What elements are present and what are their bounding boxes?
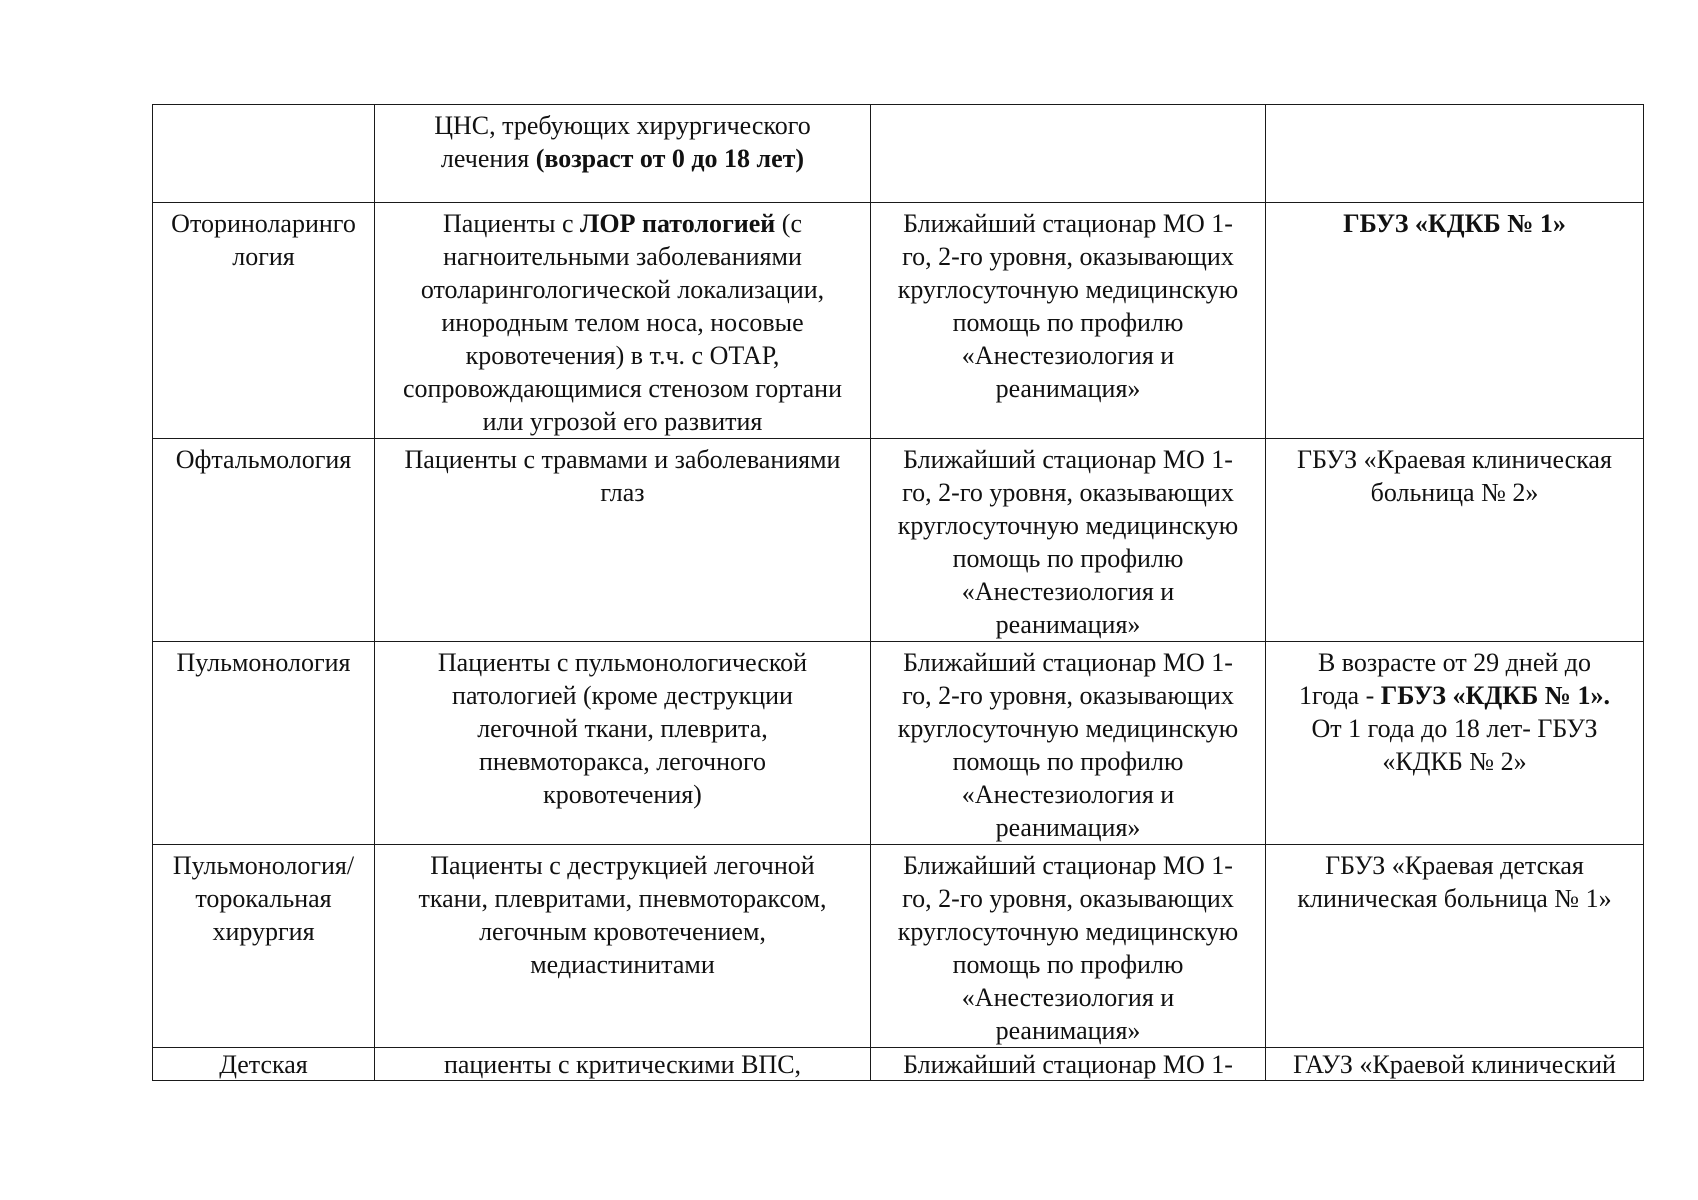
first-stage-line: Ближайший стационар МО 1-	[903, 648, 1233, 677]
specialty-cell	[153, 1048, 375, 1081]
patients-age-bold: (возраст от 0 до 18 лет)	[535, 144, 805, 173]
patients-line: Пациенты с пульмонологической	[437, 648, 808, 677]
first-stage-line: реанимация»	[995, 374, 1141, 403]
patients-cell	[375, 1048, 871, 1081]
patients-line: легочным кровотечением,	[479, 917, 766, 946]
patients-line: пневмоторакса, легочного	[478, 747, 767, 776]
patients-line: легочной ткани, плеврита,	[477, 714, 768, 743]
second-stage-cell	[1266, 1048, 1644, 1081]
second-stage-line: ГБУЗ «Краевая детская	[1325, 851, 1584, 880]
first-stage-line: круглосуточную медицинскую	[897, 275, 1239, 304]
second-stage-line: ГАУЗ «Краевой клинический	[1293, 1050, 1616, 1079]
specialty-cell	[153, 105, 375, 203]
second-stage-line: ГБУЗ «КДКБ № 1»	[1343, 209, 1566, 238]
second-stage-text: 1года -	[1299, 681, 1381, 710]
first-stage-cell	[871, 845, 1266, 1048]
first-stage-cell	[871, 105, 1266, 203]
specialty-line: хирургия	[212, 917, 315, 946]
first-stage-line: Ближайший стационар МО 1-	[903, 1050, 1233, 1079]
table-row	[153, 845, 1644, 1048]
patients-text: Пациенты с	[443, 209, 580, 238]
second-stage-line: В возрасте от 29 дней до	[1317, 648, 1592, 677]
table-row	[153, 105, 1644, 203]
specialty-line: Детская	[219, 1050, 308, 1079]
routing-table	[152, 104, 1644, 1081]
specialty-cell	[153, 439, 375, 642]
patients-cell	[375, 203, 871, 439]
patients-cell	[375, 642, 871, 845]
second-stage-line: От 1 года до 18 лет- ГБУЗ	[1311, 714, 1598, 743]
second-stage-bold: ГБУЗ «КДКБ № 1».	[1380, 681, 1610, 710]
patients-line: Пациенты с травмами и заболеваниями	[404, 445, 841, 474]
first-stage-line: Ближайший стационар МО 1-	[903, 445, 1233, 474]
specialty-line: логия	[232, 242, 295, 271]
patients-line: ткани, плевритами, пневмотораксом,	[418, 884, 827, 913]
patients-line	[383, 207, 862, 240]
second-stage-line: ГБУЗ «Краевая клиническая	[1297, 445, 1612, 474]
first-stage-line: круглосуточную медицинскую	[897, 714, 1239, 743]
specialty-line: Оториноларинго	[171, 209, 356, 238]
patients-line: инородным телом носа, носовые	[441, 308, 804, 337]
first-stage-line: «Анестезиология и	[961, 780, 1175, 809]
patients-line: медиастинитами	[530, 950, 715, 979]
first-stage-line: го, 2-го уровня, оказывающих	[902, 478, 1234, 507]
patients-line: нагноительными заболеваниями	[443, 242, 802, 271]
first-stage-line: го, 2-го уровня, оказывающих	[902, 884, 1234, 913]
patients-bold: ЛОР патологией	[580, 209, 776, 238]
second-stage-line	[1274, 679, 1635, 712]
second-stage-line: «КДКБ № 2»	[1382, 747, 1527, 776]
patients-line	[383, 142, 862, 175]
first-stage-line: помощь по профилю	[952, 747, 1184, 776]
patients-line: патологией (кроме деструкции	[452, 681, 793, 710]
table-row	[153, 642, 1644, 845]
patients-line: или угрозой его развития	[482, 407, 763, 436]
table-row	[153, 203, 1644, 439]
first-stage-line: круглосуточную медицинскую	[897, 511, 1239, 540]
specialty-line: Пульмонология	[176, 648, 351, 677]
first-stage-line: помощь по профилю	[952, 950, 1184, 979]
first-stage-cell	[871, 642, 1266, 845]
patients-text: (с	[775, 209, 802, 238]
patients-line: глаз	[600, 478, 645, 507]
patients-cell	[375, 439, 871, 642]
specialty-line: Пульмонология/	[172, 851, 355, 880]
patients-text: лечения	[440, 144, 536, 173]
table-row	[153, 1048, 1644, 1081]
first-stage-line: помощь по профилю	[952, 544, 1184, 573]
first-stage-line: круглосуточную медицинскую	[897, 917, 1239, 946]
second-stage-cell	[1266, 845, 1644, 1048]
patients-line: пациенты с критическими ВПС,	[443, 1050, 802, 1079]
patients-line: отоларингологической локализации,	[420, 275, 825, 304]
specialty-cell	[153, 642, 375, 845]
patients-line: Пациенты с деструкцией легочной	[430, 851, 815, 880]
table-row	[153, 439, 1644, 642]
patients-line: кровотечения)	[543, 780, 702, 809]
first-stage-line: Ближайший стационар МО 1-	[903, 851, 1233, 880]
second-stage-line: больница № 2»	[1370, 478, 1539, 507]
patients-line: сопровождающимися стенозом гортани	[402, 374, 843, 403]
second-stage-cell	[1266, 105, 1644, 203]
first-stage-cell	[871, 1048, 1266, 1081]
specialty-line: торокальная	[195, 884, 332, 913]
first-stage-line: го, 2-го уровня, оказывающих	[902, 242, 1234, 271]
second-stage-cell	[1266, 642, 1644, 845]
patients-line: ЦНС, требующих хирургического	[434, 111, 811, 140]
specialty-line: Офтальмология	[175, 445, 352, 474]
first-stage-line: реанимация»	[995, 813, 1141, 842]
first-stage-line: Ближайший стационар МО 1-	[903, 209, 1233, 238]
first-stage-line: помощь по профилю	[952, 308, 1184, 337]
second-stage-cell	[1266, 203, 1644, 439]
patients-cell	[375, 845, 871, 1048]
first-stage-cell	[871, 439, 1266, 642]
first-stage-line: «Анестезиология и	[961, 577, 1175, 606]
second-stage-cell	[1266, 439, 1644, 642]
first-stage-line: реанимация»	[995, 1016, 1141, 1045]
patients-line: кровотечения) в т.ч. с ОТАР,	[465, 341, 780, 370]
first-stage-line: «Анестезиология и	[961, 341, 1175, 370]
specialty-cell	[153, 203, 375, 439]
first-stage-cell	[871, 203, 1266, 439]
patients-cell	[375, 105, 871, 203]
second-stage-line: клиническая больница № 1»	[1297, 884, 1612, 913]
first-stage-line: го, 2-го уровня, оказывающих	[902, 681, 1234, 710]
first-stage-line: реанимация»	[995, 610, 1141, 639]
first-stage-line: «Анестезиология и	[961, 983, 1175, 1012]
specialty-cell	[153, 845, 375, 1048]
